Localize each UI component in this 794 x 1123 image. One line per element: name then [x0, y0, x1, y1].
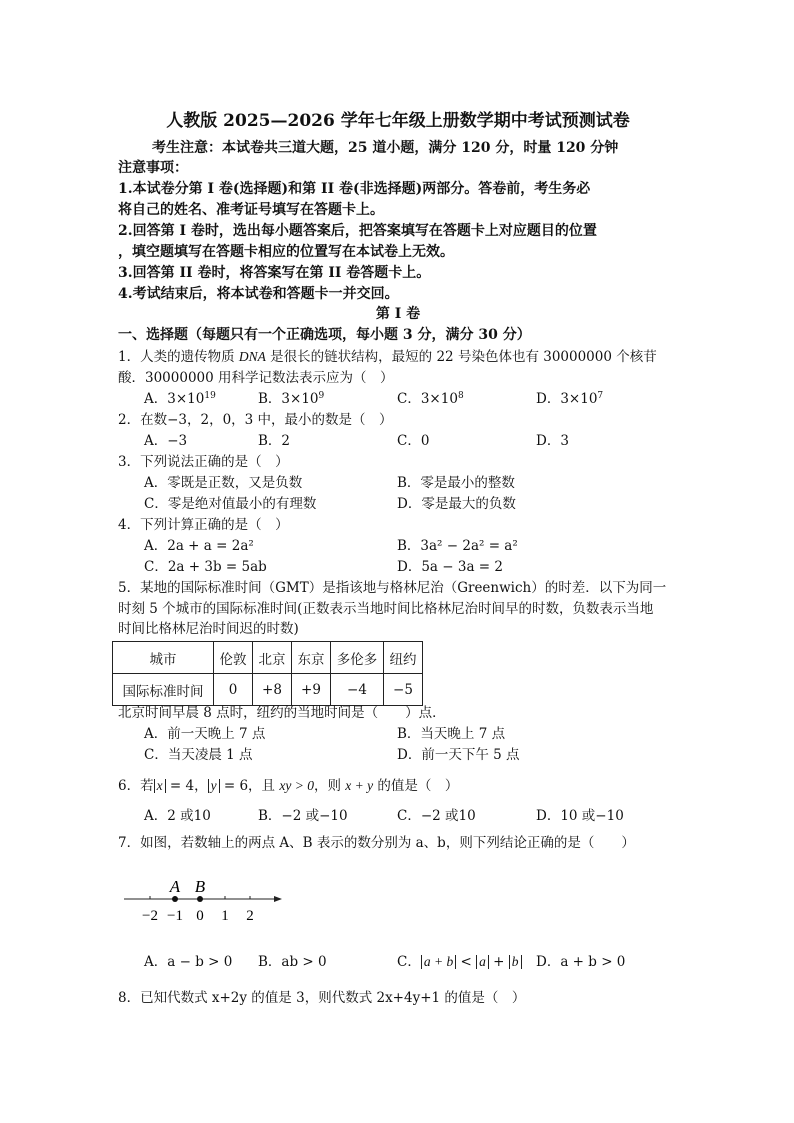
- q1-option-b[interactable]: B．$3\times 10^9$: [258, 391, 325, 407]
- q7-stem: 7．如图，若数轴上的两点 A、B 表示的数分别为 a、b，则下列结论正确的是（ ）: [118, 835, 635, 851]
- q5-stem-cont: 时间比格林尼治时间迟的时数): [118, 621, 299, 637]
- q5-question: 北京时间早晨 8 点时，纽约的当地时间是（ ）点．: [118, 705, 446, 721]
- number-line-point: [172, 896, 178, 902]
- table-cell: 0: [214, 674, 253, 706]
- q5-stem: 5．某地的国际标准时间（GMT）是指该地与格林尼治（Greenwich）的时差．以下为同一: [118, 580, 667, 596]
- table-cell: 多伦多: [331, 642, 384, 674]
- q3-stem: 3．下列说法正确的是（ ）: [118, 454, 289, 470]
- q5-option-b[interactable]: B．当天晚上 7 点: [397, 726, 506, 742]
- part-label: 第 I 卷: [375, 306, 421, 322]
- number-line-point-label: A: [169, 877, 181, 896]
- q6-option-a[interactable]: A．2 或10: [144, 808, 211, 824]
- table-row: [113, 674, 423, 706]
- table-cell: 国际标准时间: [113, 674, 214, 706]
- number-line-point-label: B: [194, 877, 206, 896]
- table-cell: 纽约: [384, 642, 423, 674]
- table-row: [113, 642, 423, 674]
- exam-notice: 考生注意：本试卷共三道大题，25 道小题，满分 120 分，时量 120 分钟: [152, 140, 619, 156]
- table-cell: 东京: [292, 642, 331, 674]
- q4-option-c[interactable]: C．2a + 3b = 5ab: [144, 559, 267, 575]
- q2-option-b[interactable]: B．2: [258, 433, 291, 449]
- table-cell: 北京: [253, 642, 292, 674]
- table-cell: −4: [331, 674, 384, 706]
- section-heading: 一、选择题（每题只有一个正确选项，每小题 3 分，满分 30 分）: [118, 327, 531, 343]
- q4-stem: 4．下列计算正确的是（ ）: [118, 517, 289, 533]
- q6-option-d[interactable]: D．10 或−10: [536, 808, 624, 824]
- q5-option-d[interactable]: D．前一天下午 5 点: [397, 747, 520, 763]
- q8-stem: 8．已知代数式 x+2y 的值是 3，则代数式 2x+4y+1 的值是（ ）: [118, 990, 526, 1006]
- q3-option-b[interactable]: B．零是最小的整数: [397, 475, 515, 491]
- q2-option-c[interactable]: C．0: [397, 433, 430, 449]
- q6-option-c[interactable]: C．−2 或10: [397, 808, 476, 824]
- q2-option-d[interactable]: D．3: [536, 433, 569, 449]
- table-cell: +8: [253, 674, 292, 706]
- q4-option-b[interactable]: B．3a² − 2a² = a²: [397, 538, 518, 554]
- note-line: 4.考试结束后，将本试卷和答题卡一并交回。: [118, 286, 399, 302]
- q3-option-c[interactable]: C．零是绝对值最小的有理数: [144, 496, 317, 512]
- q5-stem-cont: 时刻 5 个城市的国际标准时间(正数表示当地时间比格林尼治时间早的时数，负数表示当地: [118, 601, 654, 617]
- q4-option-a[interactable]: A．2a + a = 2a²: [144, 538, 254, 554]
- number-line-points: [169, 877, 206, 902]
- number-line-tick-label: 0: [196, 908, 204, 924]
- table-cell: 伦敦: [214, 642, 253, 674]
- q4-option-d[interactable]: D．5a − 3a = 2: [397, 559, 503, 575]
- note-line: 1.本试卷分第 I 卷(选择题)和第 II 卷(非选择题)两部分。答卷前，考生务必: [118, 181, 591, 197]
- note-line: 2.回答第 I 卷时，选出每小题答案后，把答案填写在答题卡上对应题目的位置: [118, 223, 597, 239]
- number-line-arrow: [274, 896, 282, 902]
- q7-option-d[interactable]: D．a + b > 0: [536, 954, 626, 970]
- table-cell: +9: [292, 674, 331, 706]
- q5-option-a[interactable]: A．前一天晚上 7 点: [144, 726, 266, 742]
- q2-stem: 2．在数−3，2，0，3 中，最小的数是（ ）: [118, 412, 393, 428]
- q1-option-a[interactable]: A．$3\times 10^{19}$: [144, 391, 216, 407]
- q3-option-a[interactable]: A．零既是正数，又是负数: [144, 475, 303, 491]
- q7-option-a[interactable]: A．a − b > 0: [144, 954, 233, 970]
- timezone-table: [112, 641, 423, 706]
- note-line: 将自己的姓名、准考证号填写在答题卡上。: [118, 202, 384, 218]
- q6-stem: 6．若 x = 4， y = 6，且 xy > 0，则 x + y 的值是（ ）: [118, 778, 459, 794]
- q1-option-d[interactable]: D．$3\times 10^7$: [536, 391, 604, 407]
- number-line-point: [197, 896, 203, 902]
- notes-heading: 注意事项：: [118, 160, 188, 176]
- q7-option-b[interactable]: B．ab > 0: [258, 954, 327, 970]
- note-line: 3.回答第 II 卷时，将答案写在第 II 卷答题卡上。: [118, 265, 431, 281]
- q1-stem: 1．人类的遗传物质 DNA 是很长的链状结构，最短的 22 号染色体也有 30000000 个核苷: [118, 349, 657, 365]
- number-line-tick-label: −1: [167, 908, 183, 924]
- number-line-tick-label: 2: [246, 908, 254, 924]
- q3-option-d[interactable]: D．零是最大的负数: [397, 496, 516, 512]
- q1-stem-cont: 酸．30000000 用科学记数法表示应为（ ）: [118, 370, 394, 386]
- number-line-tick-label: −2: [142, 908, 158, 924]
- table-cell: −5: [384, 674, 423, 706]
- note-line: ，填空题填写在答题卡相应的位置写在本试卷上无效。: [118, 244, 454, 260]
- page-title: 人教版 2025—2026 学年七年级上册数学期中考试预测试卷: [166, 111, 630, 131]
- q6-option-b[interactable]: B．−2 或−10: [258, 808, 348, 824]
- q1-option-c[interactable]: C．$3\times 10^8$: [397, 391, 464, 407]
- number-line-tick-label: 1: [221, 908, 229, 924]
- q2-option-a[interactable]: A．−3: [144, 433, 188, 449]
- q5-option-c[interactable]: C．当天凌晨 1 点: [144, 747, 253, 763]
- table-cell: 城市: [113, 642, 214, 674]
- number-line-figure: [120, 872, 290, 932]
- q7-option-c[interactable]: C． a + b < a + b: [397, 953, 522, 971]
